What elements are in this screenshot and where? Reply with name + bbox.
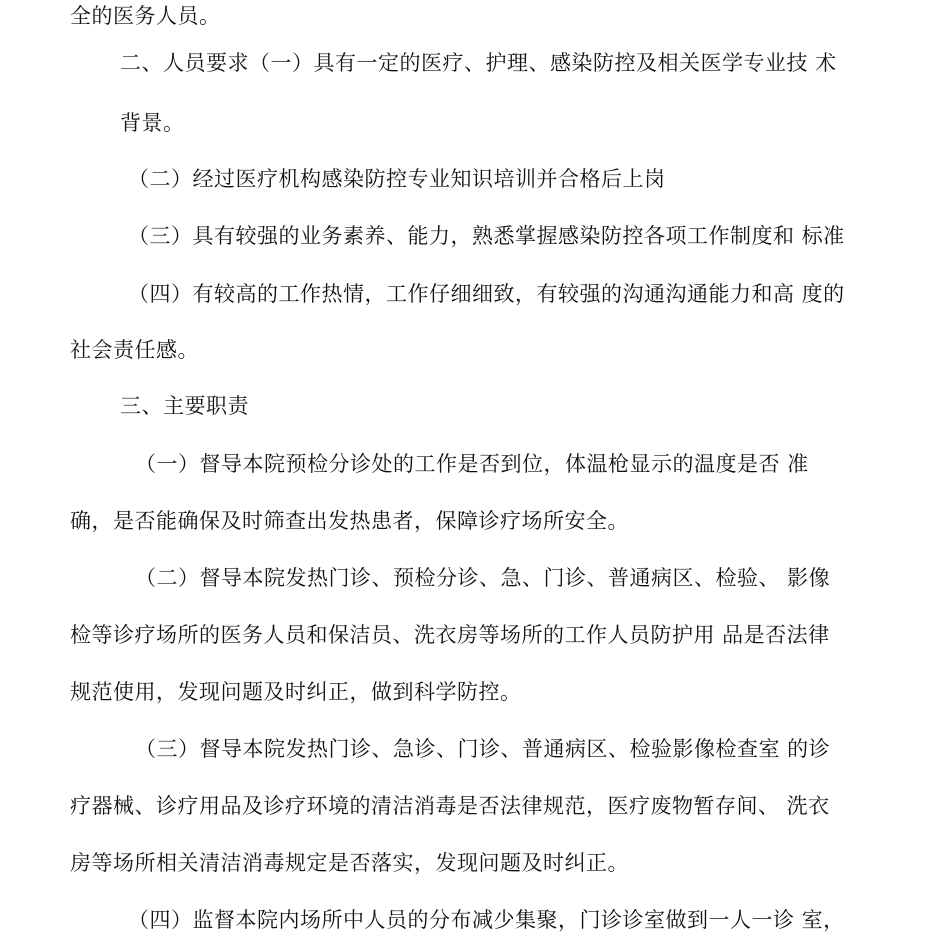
text-line-4: （二）经过医疗机构感染防控专业知识培训并合格后上岗 (128, 167, 666, 191)
text-line-16: 房等场所相关清洁消毒规定是否落实，发现问题及时纠正。 (70, 851, 629, 875)
text-line-13: 规范使用，发现问题及时纠正，做到科学防控。 (70, 680, 522, 704)
text-line-5: （三）具有较强的业务素养、能力，熟悉掌握感染防控各项工作制度和 标准 (128, 224, 845, 248)
text-line-1: 全的医务人员。 (70, 4, 221, 28)
text-line-2: 二、人员要求（一）具有一定的医疗、护理、感染防控及相关医学专业技 术 (120, 51, 837, 75)
text-line-17: （四）监督本院内场所中人员的分布减少集聚，门诊诊室做到一人一诊 室， (128, 908, 845, 932)
text-line-10: 确，是否能确保及时筛查出发热患者，保障诊疗场所安全。 (70, 509, 629, 533)
section-heading-3: 三、主要职责 (120, 394, 249, 418)
text-line-9: （一）督导本院预检分诊处的工作是否到位，体温枪显示的温度是否 准 (135, 452, 809, 476)
text-line-15: 疗器械、诊疗用品及诊疗环境的清洁消毒是否法律规范，医疗废物暂存间、 洗衣 (70, 794, 830, 818)
text-line-11: （二）督导本院发热门诊、预检分诊、急、门诊、普通病区、检验、 影像 (135, 566, 831, 590)
text-line-12: 检等诊疗场所的医务人员和保洁员、洗衣房等场所的工作人员防护用 品是否法律 (70, 623, 830, 647)
text-line-7: 社会责任感。 (70, 338, 199, 362)
text-line-14: （三）督导本院发热门诊、急诊、门诊、普通病区、检验影像检查室 的诊 (135, 737, 831, 761)
text-line-6: （四）有较高的工作热情，工作仔细细致，有较强的沟通沟通能力和高 度的 (128, 282, 845, 306)
text-line-3: 背景。 (120, 111, 185, 135)
